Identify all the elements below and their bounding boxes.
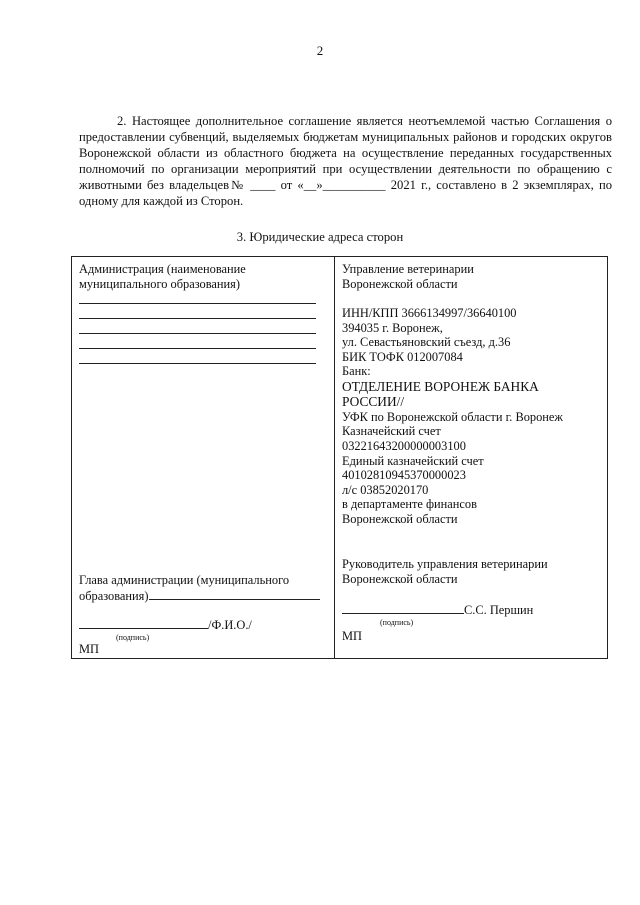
left-signatory: [79, 573, 320, 604]
glava-line2: образования): [79, 589, 149, 604]
ufk: УФК по Воронежской области г. Воронеж: [342, 409, 563, 424]
bank-label: Банк:: [342, 364, 371, 379]
page-number: 2: [316, 43, 324, 58]
unified-account-number: 40102810945370000023: [342, 468, 466, 483]
agreement-paragraph: [79, 113, 612, 210]
account-label: Казначейский счет: [342, 424, 441, 439]
department-line1: в департаменте финансов: [342, 497, 477, 512]
right-party-header: [342, 262, 474, 292]
blank-line: [79, 318, 316, 319]
inn: ИНН/КПП 3666134997/36640100: [342, 306, 517, 320]
bik: БИК ТОФК 012007084: [342, 349, 463, 364]
right-podpis-label: (подпись): [380, 618, 414, 627]
address-line2: ул. Севастьяновский съезд, д.36: [342, 335, 511, 350]
section-title: 3. Юридические адреса сторон: [236, 230, 404, 244]
department-line2: Воронежской области: [342, 511, 458, 526]
addresses-table: [71, 256, 608, 659]
signature-blank: [342, 602, 464, 614]
paragraph-text: 2. Настоящее дополнительное соглашение является неотъемлемой частью Соглашения о предоставлении субвенций, выделяемых бюджетам муниципальных районов и городских округов Воронежской области из областного бюджета на осуществление переданных государственных полномочий по организации мероприятий при осуществлении деятельности по обращению с животными без владельцев№ ____ от «__»__________ 2021 г., составлено в 2 экземплярах, по одному для каждой из Сторон.: [79, 114, 612, 209]
left-party-header: [79, 262, 246, 292]
right-bank-details: [342, 306, 563, 527]
left-header-line1: Администрация (наименование: [79, 262, 246, 276]
column-divider: [334, 257, 335, 658]
head-line1: Руководитель управления ветеринарии: [342, 557, 548, 571]
glava-line1: Глава администрации (муниципального: [79, 573, 290, 587]
personal-account: л/с 03852020170: [342, 482, 429, 497]
signature-blank: [79, 617, 208, 629]
blank-line: [79, 348, 316, 349]
fio-label: /Ф.И.О./: [208, 618, 252, 632]
right-header-line2: Воронежской области: [342, 277, 458, 292]
blank-line: [79, 303, 316, 304]
left-mp: МП: [79, 642, 99, 656]
head-line2: Воронежской области: [342, 572, 458, 587]
left-header-line2: муниципального образования): [79, 277, 241, 292]
bank-name-line2: РОССИИ//: [342, 394, 405, 410]
bank-name-line1: ОТДЕЛЕНИЕ ВОРОНЕЖ БАНКА: [342, 378, 539, 394]
left-signature-line: [79, 617, 252, 633]
name-blank: [149, 588, 320, 600]
unified-account-label: Единый казначейский счет: [342, 453, 484, 468]
left-podpis-label: (подпись): [116, 633, 150, 642]
address-line1: 394035 г. Воронеж,: [342, 320, 443, 335]
right-header-line1: Управление ветеринарии: [342, 262, 474, 276]
head-name: С.С. Першин: [464, 603, 534, 617]
right-mp: МП: [342, 629, 362, 643]
account-number: 03221643200000003100: [342, 438, 466, 453]
blank-line: [79, 333, 316, 334]
right-signatory: [342, 557, 548, 587]
blank-line: [79, 363, 316, 364]
right-signature-line: [342, 602, 533, 618]
